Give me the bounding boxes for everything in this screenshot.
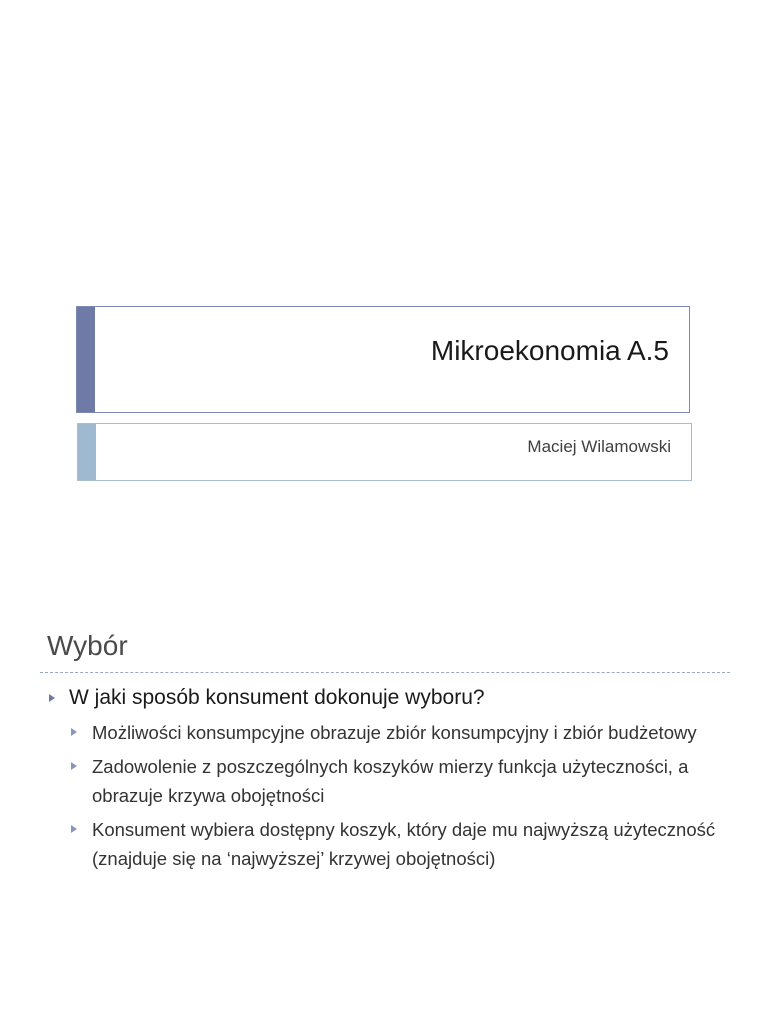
author-name: Maciej Wilamowski — [527, 437, 671, 456]
sub-bullet-text: Możliwości konsumpcyjne obrazuje zbiór konsumpcyjny i zbiór budżetowy — [92, 722, 697, 743]
sub-bullet-text: Konsument wybiera dostępny koszyk, który daje mu najwyższą użyteczność (znajduje się na ‘najwyższej’ krzywej obojętności) — [92, 819, 716, 869]
content-slide — [0, 590, 768, 1024]
subtitle-accent-bar — [78, 424, 96, 480]
sub-bullet-arrow-icon — [71, 762, 77, 770]
title-accent-bar — [77, 307, 95, 412]
subtitle-box — [77, 423, 692, 481]
heading-divider — [40, 672, 730, 673]
title-box — [76, 306, 690, 413]
bullet-item — [47, 683, 727, 713]
sub-bullet-item — [47, 815, 727, 873]
sub-bullet-item — [47, 718, 727, 747]
bullet-arrow-icon — [49, 694, 55, 702]
bullet-list — [47, 683, 727, 873]
sub-bullet-arrow-icon — [71, 825, 77, 833]
sub-bullet-item — [47, 752, 727, 810]
slide-title: Mikroekonomia A.5 — [430, 335, 669, 366]
sub-bullet-arrow-icon — [71, 728, 77, 736]
bullet-text: W jaki sposób konsument dokonuje wyboru? — [69, 686, 485, 709]
sub-bullet-text: Zadowolenie z poszczególnych koszyków mierzy funkcja użyteczności, a obrazuje krzywa obojętności — [92, 756, 689, 806]
slide-heading: Wybór — [47, 630, 128, 661]
